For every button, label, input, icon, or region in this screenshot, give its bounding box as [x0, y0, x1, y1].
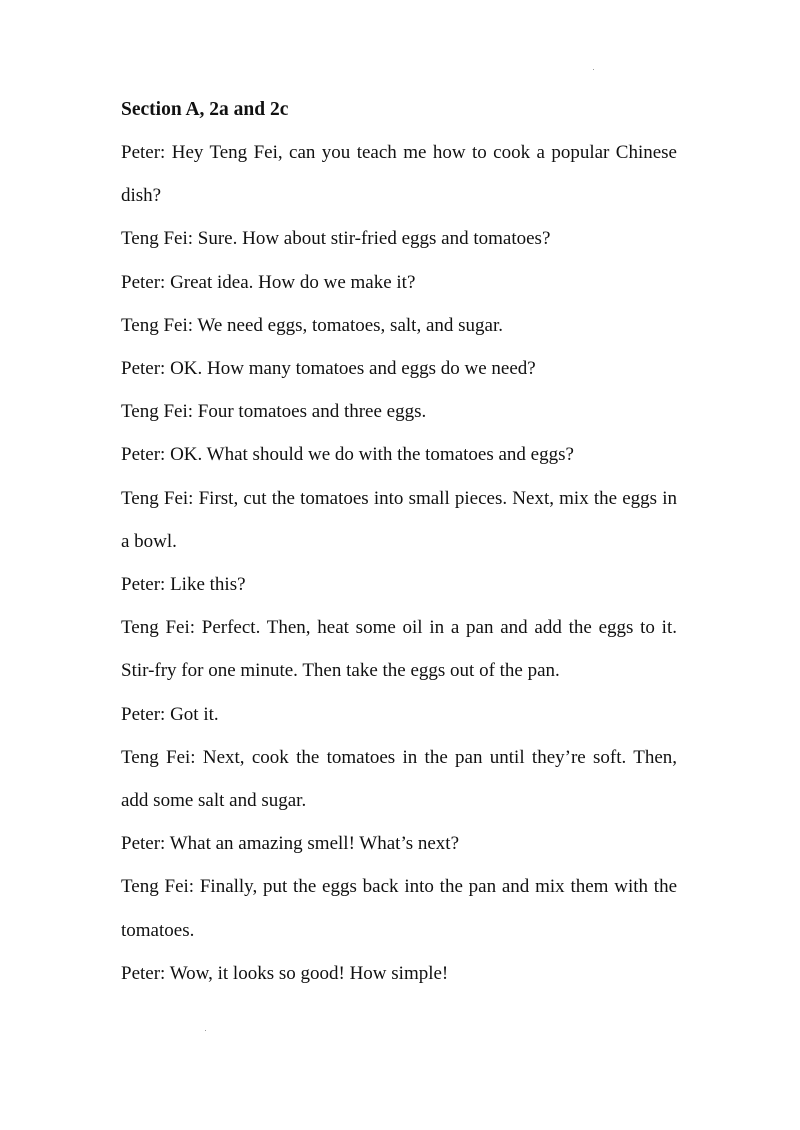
dialogue-line: Teng Fei: We need eggs, tomatoes, salt, and sugar.: [121, 314, 503, 336]
scan-speck: [205, 1030, 206, 1031]
dialogue-line: Peter: OK. How many tomatoes and eggs do we need?: [121, 358, 536, 380]
dialogue-line: Peter: Hey Teng Fei, can you teach me how to cook a popular Chinese dish?: [121, 142, 677, 207]
dialogue-line: Peter: Great idea. How do we make it?: [121, 271, 416, 293]
document-body: [121, 88, 677, 995]
dialogue-line: Teng Fei: Perfect. Then, heat some oil in a pan and add the eggs to it. Stir-fry for one minute. Then take the eggs out of the pan.: [121, 617, 677, 682]
scan-speck: [593, 69, 594, 70]
dialogue-line: Teng Fei: Sure. How about stir-fried eggs and tomatoes?: [121, 228, 551, 250]
dialogue-line: Peter: OK. What should we do with the tomatoes and eggs?: [121, 444, 574, 466]
dialogue-line: Peter: Wow, it looks so good! How simple!: [121, 962, 449, 984]
dialogue-line: Teng Fei: Four tomatoes and three eggs.: [121, 401, 427, 423]
dialogue-line: Teng Fei: First, cut the tomatoes into small pieces. Next, mix the eggs in a bowl.: [121, 487, 677, 552]
dialogue-line: Peter: Like this?: [121, 574, 246, 596]
section-heading: Section A, 2a and 2c: [121, 99, 289, 120]
dialogue-line: Peter: What an amazing smell! What’s next?: [121, 833, 460, 855]
dialogue-line: Teng Fei: Finally, put the eggs back into the pan and mix them with the tomatoes.: [121, 876, 677, 941]
dialogue-line: Teng Fei: Next, cook the tomatoes in the pan until they’re soft. Then, add some salt and sugar.: [121, 746, 677, 812]
dialogue-line: Peter: Got it.: [121, 703, 219, 725]
